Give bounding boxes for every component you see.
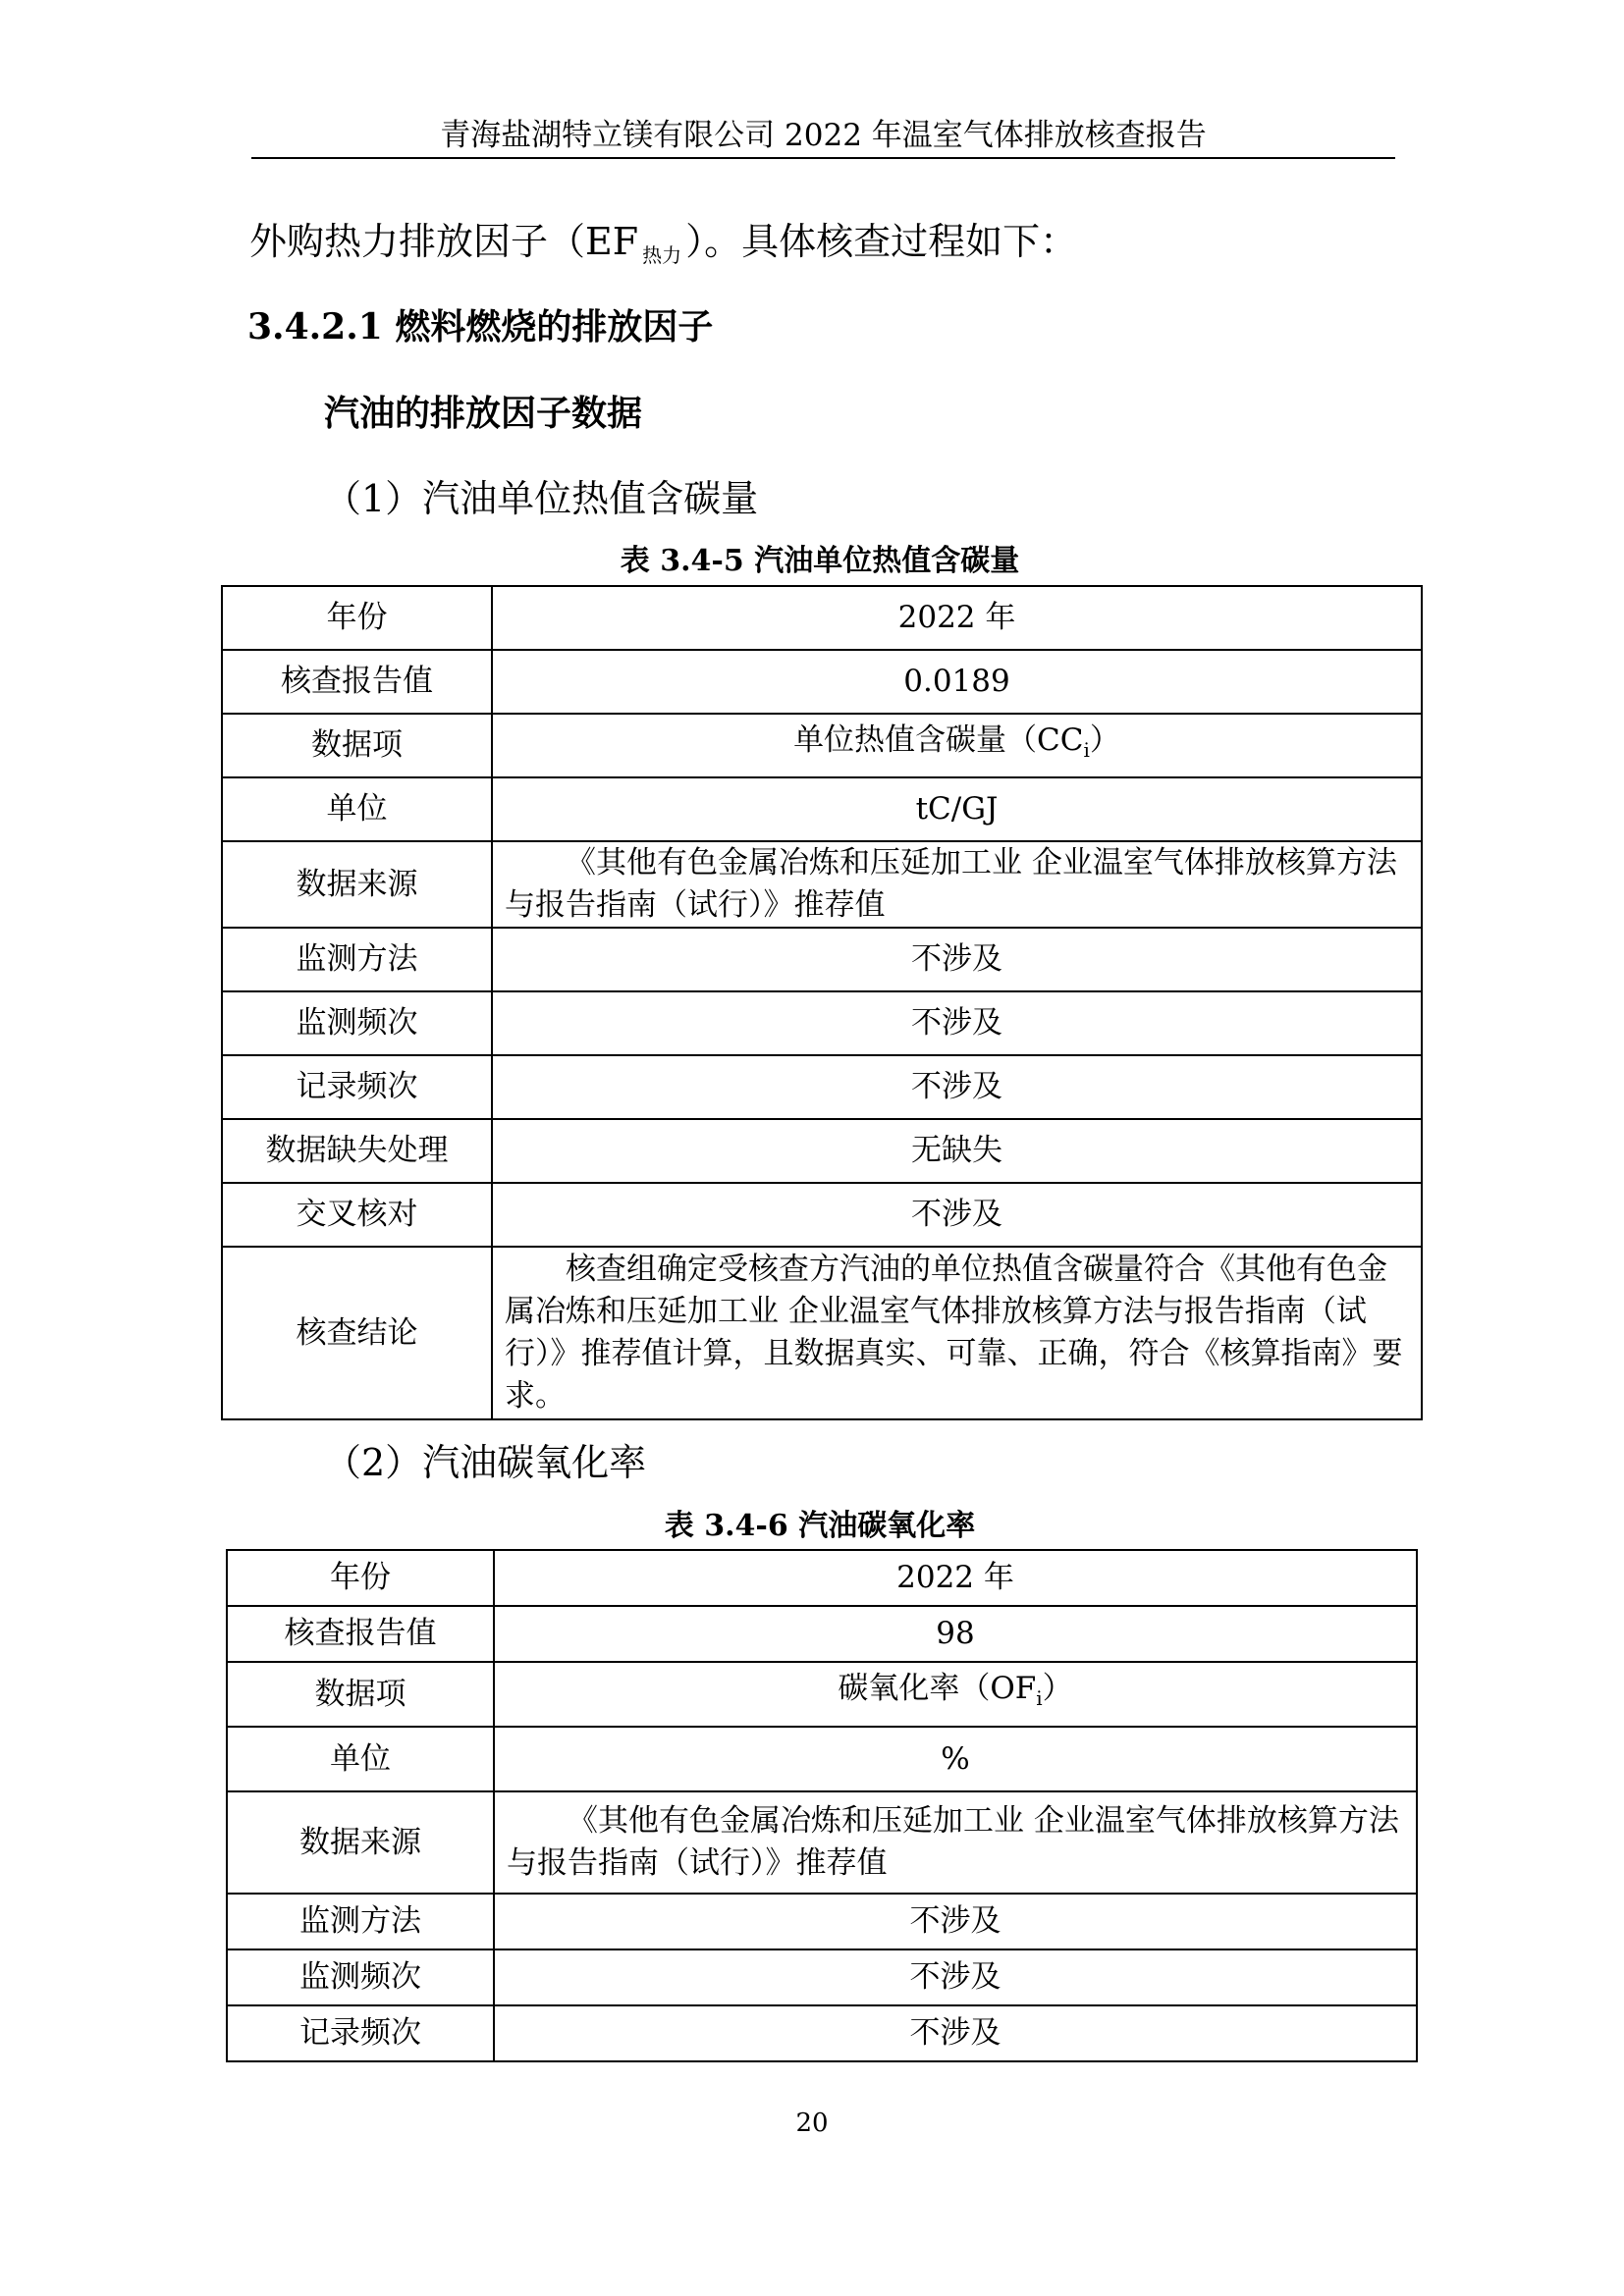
part1-title: （1）汽油单位热值含碳量 xyxy=(324,477,759,520)
table-row xyxy=(227,1550,1417,1606)
table-cell-value: 不涉及 xyxy=(492,1055,1422,1119)
table-cell-value: 2022 年 xyxy=(492,586,1422,650)
intro-subscript: 热力 xyxy=(642,243,682,267)
table-cell-value-text: 碳氧化率（OF xyxy=(838,1671,1037,1707)
table-row xyxy=(222,991,1422,1055)
table-cell-label: 监测方法 xyxy=(222,928,492,991)
table-row xyxy=(227,1791,1417,1894)
intro-paragraph xyxy=(249,214,1398,283)
table-cell-value: 不涉及 xyxy=(492,928,1422,991)
table-cell-label: 单位 xyxy=(227,1727,494,1791)
table-cell-label: 交叉核对 xyxy=(222,1183,492,1247)
table-cell-value-text: 单位热值含碳量（CC xyxy=(793,721,1084,758)
table-cell-label: 核查结论 xyxy=(222,1247,492,1419)
table-cell-value: 无缺失 xyxy=(492,1119,1422,1183)
table-cell-value-text-after: ） xyxy=(1042,1671,1073,1707)
table-row xyxy=(222,841,1422,928)
table-cell-label: 单位 xyxy=(222,777,492,841)
table-cell-label: 核查报告值 xyxy=(227,1606,494,1662)
table2 xyxy=(226,1549,1418,2062)
table-cell-value: 不涉及 xyxy=(492,1183,1422,1247)
table-row xyxy=(222,1247,1422,1419)
table-row xyxy=(227,2005,1417,2061)
header-rule xyxy=(251,157,1395,159)
table-cell-value: 不涉及 xyxy=(494,2005,1417,2061)
table-row xyxy=(227,1949,1417,2005)
table-cell-value xyxy=(492,714,1422,777)
table-row xyxy=(227,1727,1417,1791)
table-cell-value: 不涉及 xyxy=(494,1894,1417,1949)
table-row xyxy=(222,714,1422,777)
table-cell-value: 不涉及 xyxy=(492,991,1422,1055)
table-cell-value xyxy=(492,1247,1422,1419)
table1-caption: 表 3.4-5 汽油单位热值含碳量 xyxy=(620,544,1020,578)
table-cell-label: 数据来源 xyxy=(222,841,492,928)
table-cell-value xyxy=(494,1662,1417,1727)
table-cell-value-text-after: ） xyxy=(1089,721,1120,758)
table-row xyxy=(222,650,1422,714)
table-cell-label: 数据项 xyxy=(227,1662,494,1727)
table-cell-value: 0.0189 xyxy=(492,650,1422,714)
intro-text-after: ）。具体核查过程如下： xyxy=(685,220,1078,263)
table-cell-label: 数据缺失处理 xyxy=(222,1119,492,1183)
table-cell-value-text: 《其他有色金属冶炼和压延加工业 企业温室气体排放核算方法与报告指南（试行）》推荐值 xyxy=(507,1803,1399,1881)
table-cell-value: % xyxy=(494,1727,1417,1791)
table-row xyxy=(227,1894,1417,1949)
table-cell-label: 监测频次 xyxy=(222,991,492,1055)
table-cell-label: 核查报告值 xyxy=(222,650,492,714)
table-row xyxy=(222,1055,1422,1119)
intro-text-before: 外购热力排放因子（EF xyxy=(249,220,639,263)
table-cell-value-text: 《其他有色金属冶炼和压延加工业 企业温室气体排放核算方法与报告指南（试行）》推荐值 xyxy=(505,845,1397,923)
table2-caption: 表 3.4-6 汽油碳氧化率 xyxy=(664,1509,976,1543)
table-cell-value: 不涉及 xyxy=(494,1949,1417,2005)
table-cell-value xyxy=(494,1791,1417,1894)
table-cell-label: 监测频次 xyxy=(227,1949,494,2005)
table-row xyxy=(222,1183,1422,1247)
table1 xyxy=(221,585,1423,1420)
table-cell-value: tC/GJ xyxy=(492,777,1422,841)
part2-title: （2）汽油碳氧化率 xyxy=(324,1441,647,1484)
page-header: 青海盐湖特立镁有限公司 2022 年温室气体排放核查报告 xyxy=(440,118,1207,153)
table-cell-label: 数据项 xyxy=(222,714,492,777)
subsection-heading: 汽油的排放因子数据 xyxy=(324,393,643,434)
table-row xyxy=(227,1662,1417,1727)
table-cell-label: 年份 xyxy=(222,586,492,650)
table-cell-label: 数据来源 xyxy=(227,1791,494,1894)
table-cell-label: 监测方法 xyxy=(227,1894,494,1949)
table-row xyxy=(222,928,1422,991)
table-cell-label: 记录频次 xyxy=(222,1055,492,1119)
page-number: 20 xyxy=(795,2109,829,2138)
table-cell-value-text: 核查组确定受核查方汽油的单位热值含碳量符合《其他有色金属冶炼和压延加工业 企业温室气体排放核算方法与报告指南（试行）》推荐值计算，且数据真实、可靠、正确，符合《核算指南》要求。 xyxy=(505,1252,1403,1414)
table-cell-label: 年份 xyxy=(227,1550,494,1606)
table-row xyxy=(222,1119,1422,1183)
table-cell-label: 记录频次 xyxy=(227,2005,494,2061)
table-cell-value: 98 xyxy=(494,1606,1417,1662)
table-cell-value-subscript: i xyxy=(1036,1686,1043,1711)
table-cell-value-subscript: i xyxy=(1083,738,1090,763)
table-row xyxy=(227,1606,1417,1662)
table-cell-value: 2022 年 xyxy=(494,1550,1417,1606)
section-heading: 3.4.2.1 燃料燃烧的排放因子 xyxy=(247,306,714,347)
table-cell-value xyxy=(492,841,1422,928)
table-row xyxy=(222,777,1422,841)
table-row xyxy=(222,586,1422,650)
